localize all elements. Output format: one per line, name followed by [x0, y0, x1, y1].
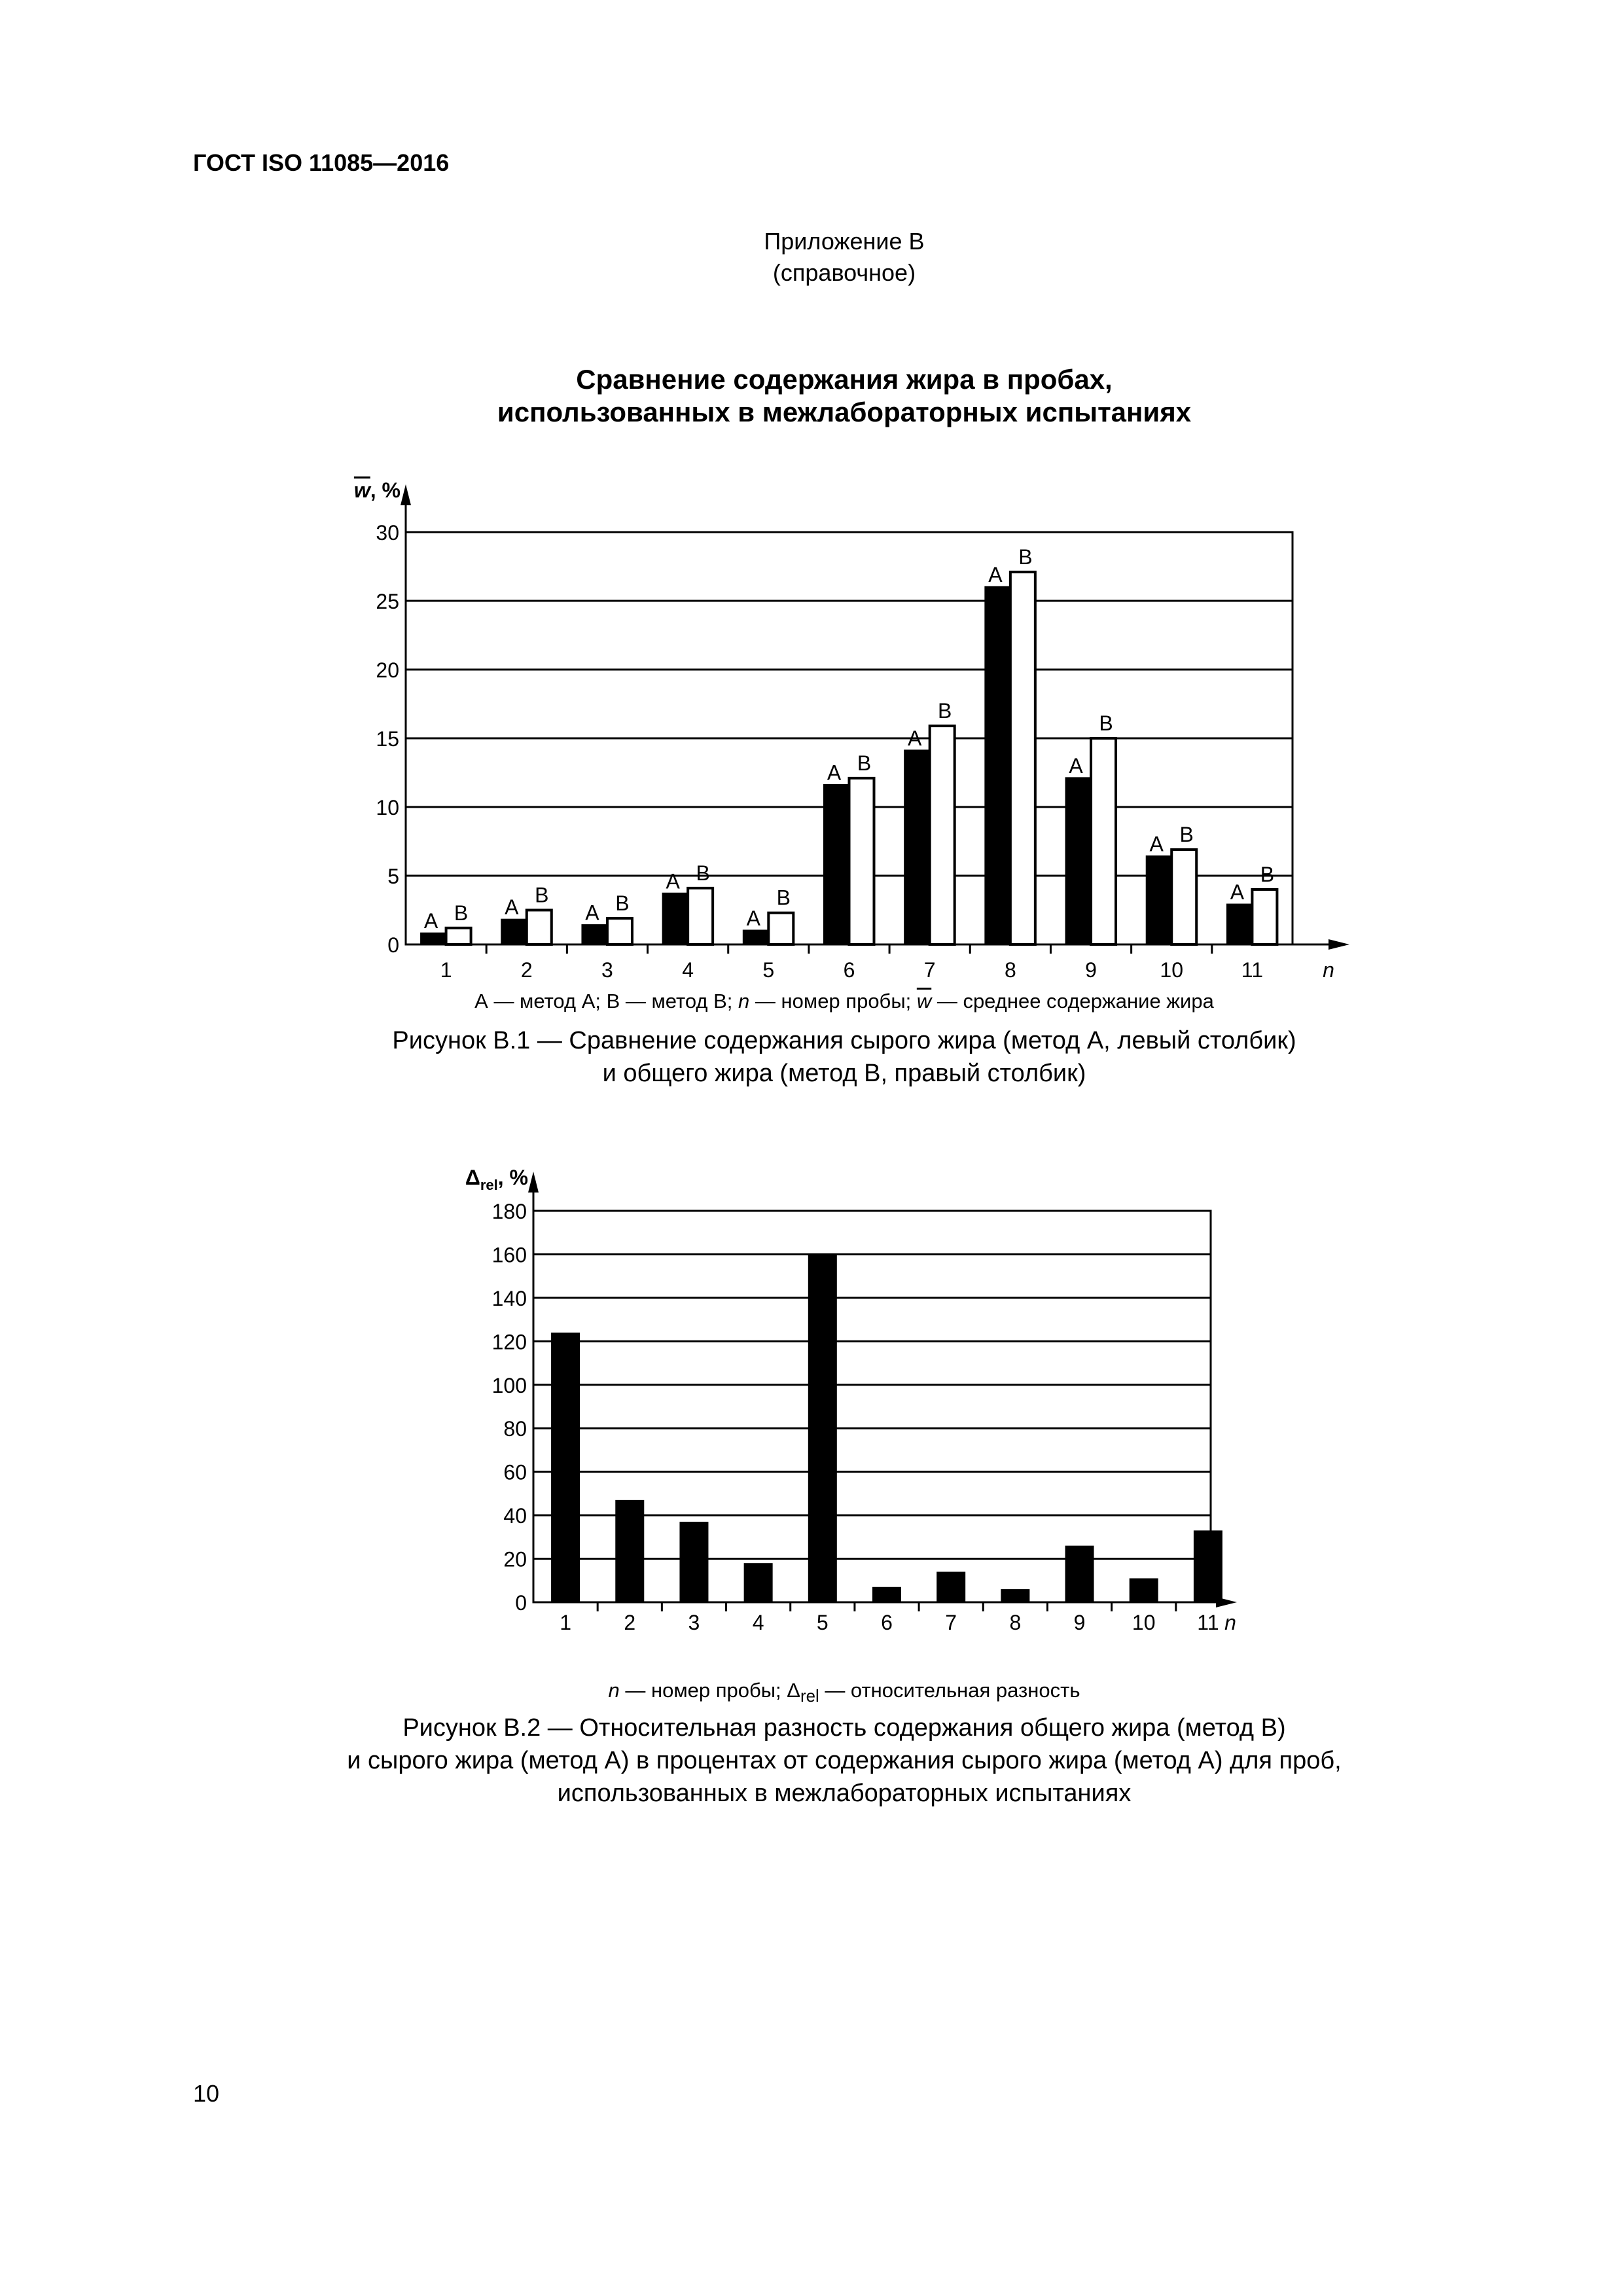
- bar-label-b: В: [776, 886, 791, 910]
- bar-label-a: А: [585, 901, 599, 925]
- x-axis-label: n: [1224, 1611, 1236, 1634]
- x-tick-label: 2: [520, 958, 533, 982]
- legend1-n: n: [738, 990, 750, 1013]
- bar-label-a: А: [666, 869, 680, 893]
- x-tick-label: 10: [1132, 1611, 1156, 1634]
- y-tick-label: 10: [376, 796, 399, 819]
- y-axis-arrow: [401, 484, 411, 505]
- bar-relative-difference: [1194, 1530, 1222, 1602]
- annex-type: (справочное): [772, 259, 916, 286]
- bar-method-a: [502, 920, 527, 944]
- bar-label-b: В: [1179, 823, 1194, 847]
- figure2-caption-line3: использованных в межлабораторных испытаниях: [557, 1780, 1132, 1807]
- bar-label-a: А: [505, 895, 519, 920]
- bar-relative-difference: [1130, 1578, 1158, 1602]
- bar-method-a: [1227, 905, 1252, 944]
- y-tick-label: 0: [515, 1591, 527, 1615]
- x-tick-label: 4: [752, 1611, 764, 1634]
- bar-method-b: [930, 726, 955, 944]
- legend1-part-a: А — метод А; В — метод В;: [474, 990, 739, 1013]
- legend1-part-c: — среднее содержание жира: [931, 990, 1214, 1013]
- figure1-caption: [0, 1024, 1623, 1090]
- y-tick-label: 20: [503, 1547, 527, 1571]
- bar-label-b: В: [1260, 863, 1275, 886]
- bar-relative-difference: [936, 1571, 965, 1602]
- y-tick-label: 140: [491, 1286, 527, 1310]
- x-tick-label: 11: [1197, 1611, 1219, 1634]
- bar-method-b: [849, 778, 874, 944]
- bar-method-b: [1252, 889, 1277, 944]
- y-tick-label: 5: [387, 865, 399, 888]
- figure1-legend: [0, 990, 1623, 1013]
- bar-label-a: А: [1230, 880, 1245, 905]
- y-tick-label: 60: [503, 1460, 527, 1484]
- figure2-caption-line2: и сырого жира (метод А) в процентах от содержания сырого жира (метод А) для проб,: [347, 1747, 1342, 1774]
- bar-method-a: [582, 925, 607, 944]
- legend2-sub: rel: [800, 1687, 819, 1706]
- bar-method-a: [1147, 857, 1171, 944]
- x-tick-label: 3: [601, 958, 613, 982]
- x-tick-label: 1: [560, 1611, 571, 1634]
- y-axis-label: $\Delta_{rel}$, %: [465, 1166, 528, 1193]
- bar-relative-difference: [1065, 1546, 1094, 1602]
- y-axis-arrow: [528, 1172, 539, 1193]
- bar-label-b: В: [857, 751, 872, 775]
- section-title: [0, 363, 1623, 429]
- y-tick-label: 25: [376, 590, 399, 613]
- bar-method-b: [768, 913, 793, 944]
- x-tick-label: 5: [762, 958, 775, 982]
- x-tick-label: 9: [1085, 958, 1097, 982]
- x-tick-label: 8: [1009, 1611, 1022, 1634]
- legend1-part-b: — номер пробы;: [749, 990, 917, 1013]
- x-axis-label: n: [1323, 958, 1334, 982]
- legend2-part-a: — номер пробы; Δ: [619, 1679, 800, 1702]
- document-code: ГОСТ ISO 11085—2016: [193, 149, 450, 176]
- bar-label-b: В: [535, 883, 549, 907]
- y-tick-label: 0: [387, 933, 399, 957]
- figure1-caption-line2: и общего жира (метод В, правый столбик): [602, 1060, 1086, 1087]
- x-tick-label: 4: [682, 958, 694, 982]
- x-tick-label: 3: [688, 1611, 700, 1634]
- bar-relative-difference: [744, 1563, 773, 1602]
- bar-method-a: [825, 785, 849, 944]
- bar-method-b: [446, 928, 471, 944]
- bar-method-b: [527, 910, 552, 945]
- bar-method-b: [1171, 850, 1196, 944]
- section-title-line1: Сравнение содержания жира в пробах,: [576, 364, 1113, 395]
- bar-relative-difference: [679, 1522, 708, 1602]
- legend2-n: n: [608, 1679, 620, 1702]
- x-axis-arrow: [1329, 939, 1349, 950]
- x-tick-label: 10: [1160, 958, 1184, 982]
- x-tick-label: 11: [1241, 958, 1264, 982]
- bar-label-a: А: [423, 909, 438, 933]
- bar-method-b: [1010, 572, 1035, 944]
- bar-label-a: А: [908, 726, 922, 750]
- y-tick-label: 20: [376, 658, 399, 682]
- bar-relative-difference: [615, 1500, 644, 1602]
- y-tick-label: 15: [376, 727, 399, 751]
- bar-label-b: В: [938, 699, 952, 723]
- legend1-w: $\overline{w}$: [916, 990, 932, 1013]
- bar-label-b: В: [696, 861, 710, 885]
- bar-relative-difference: [1001, 1589, 1029, 1602]
- bar-label-b: В: [454, 901, 469, 925]
- figure1-caption-line1: Рисунок В.1 — Сравнение содержания сырого жира (метод А, левый столбик): [392, 1027, 1296, 1054]
- x-tick-label: 7: [923, 958, 936, 982]
- bar-label-a: А: [746, 906, 760, 930]
- bar-method-b: [688, 888, 713, 944]
- x-tick-label: 5: [816, 1611, 829, 1634]
- y-tick-label: 100: [491, 1373, 527, 1397]
- bar-method-a: [663, 893, 688, 944]
- x-tick-label: 6: [843, 958, 855, 982]
- bar-relative-difference: [551, 1333, 580, 1602]
- bar-label-a: А: [988, 563, 1003, 586]
- annex-heading: [0, 226, 1623, 289]
- bar-method-a: [905, 751, 930, 944]
- figure2-caption-line1: Рисунок В.2 — Относительная разность содержания общего жира (метод В): [402, 1714, 1286, 1742]
- relative-difference-chart: [0, 1152, 1623, 1676]
- x-tick-label: 1: [440, 958, 452, 982]
- bar-label-a: А: [827, 761, 842, 785]
- bar-label-b: В: [615, 891, 630, 916]
- y-tick-label: 160: [491, 1243, 527, 1267]
- y-axis-label: w, %: [353, 478, 401, 502]
- figure2-legend: [0, 1679, 1623, 1706]
- y-tick-label: 180: [491, 1200, 527, 1223]
- bar-method-a: [986, 587, 1010, 944]
- bar-label-a: А: [1069, 753, 1083, 778]
- x-tick-label: 9: [1073, 1611, 1086, 1634]
- bar-label-b: В: [1018, 545, 1033, 569]
- x-tick-label: 2: [624, 1611, 636, 1634]
- bar-method-a: [1066, 778, 1091, 944]
- x-tick-label: 7: [945, 1611, 957, 1634]
- bar-relative-difference: [808, 1254, 837, 1602]
- y-tick-label: 30: [376, 521, 399, 545]
- page-number: 10: [193, 2080, 220, 2107]
- bar-method-b: [1091, 738, 1116, 944]
- y-tick-label: 120: [491, 1330, 527, 1354]
- bar-method-a: [743, 931, 768, 944]
- figure2-caption: [0, 1712, 1623, 1810]
- bar-method-b: [607, 918, 632, 944]
- y-tick-label: 40: [503, 1504, 527, 1528]
- bar-relative-difference: [872, 1587, 901, 1602]
- legend2-part-b: — относительная разность: [819, 1679, 1080, 1702]
- x-tick-label: 8: [1004, 958, 1016, 982]
- bar-label-b: В: [1099, 711, 1113, 735]
- y-tick-label: 80: [503, 1417, 527, 1441]
- bar-method-a: [421, 933, 446, 944]
- x-tick-label: 6: [881, 1611, 893, 1634]
- bar-label-a: А: [1149, 832, 1164, 856]
- annex-title: Приложение В: [764, 228, 925, 255]
- fat-content-chart: [0, 458, 1623, 995]
- section-title-line2: использованных в межлабораторных испытаниях: [497, 397, 1192, 427]
